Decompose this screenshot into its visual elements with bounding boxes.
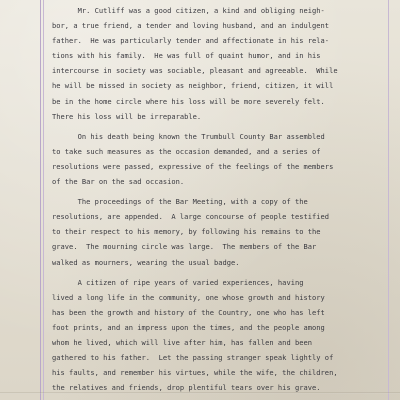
text-line: father. He was particularly tender and affectionate in his rela- xyxy=(52,36,330,46)
paragraph-2 xyxy=(52,129,380,189)
text-line: intercourse in society was sociable, pleasant and agreeable. While xyxy=(52,66,338,76)
text-line: be in the home circle where his loss will be more severely felt. xyxy=(52,96,325,106)
text-line: the relatives and friends, drop plentiful tears over his grave. xyxy=(52,383,321,393)
text-line: he will be missed in society as neighbor, friend, citizen, it will xyxy=(52,81,334,91)
document-text xyxy=(52,3,380,395)
text-line: to their respect to his memory, by following his remains to the xyxy=(52,227,321,237)
paragraph-4 xyxy=(52,275,380,396)
text-line: bor, a true friend, a tender and loving husband, and an indulgent xyxy=(52,21,330,31)
text-line: his faults, and remember his virtues, while the wife, the children, xyxy=(52,368,338,378)
text-line: resolutions were passed, expressive of the feelings of the members xyxy=(52,161,334,171)
text-line: A citizen of ripe years of varied experiences, having xyxy=(52,277,304,287)
text-line: The proceedings of the Bar Meeting, with a copy of the xyxy=(52,197,308,207)
margin-line-left xyxy=(40,0,41,400)
text-line: has been the growth and history of the Country, one who has left xyxy=(52,307,325,317)
text-line: whom he lived, which will live after him, has fallen and been xyxy=(52,337,313,347)
text-line: Mr. Cutliff was a good citizen, a kind and obliging neigh- xyxy=(52,6,325,15)
text-line: grave. The mourning circle was large. The members of the Bar xyxy=(52,242,317,252)
text-line: of the Bar on the sad occasion. xyxy=(52,177,185,187)
text-line: foot prints, and an impress upon the times, and the people among xyxy=(52,322,325,332)
text-line: On his death being known the Trumbull County Bar assembled xyxy=(52,131,325,141)
text-line: to take such measures as the occasion demanded, and a series of xyxy=(52,146,321,156)
text-line: gathered to his father. Let the passing stranger speak lightly of xyxy=(52,353,334,363)
text-line: walked as mourners, wearing the usual badge. xyxy=(52,257,240,267)
margin-line-right xyxy=(388,0,389,400)
text-line: There his loss will be irreparable. xyxy=(52,111,202,121)
text-line: tions with his family. He was full of quaint humor, and in his xyxy=(52,51,321,61)
margin-line-left-inner xyxy=(43,0,44,400)
paragraph-1 xyxy=(52,3,380,124)
text-line: resolutions, are appended. A large concourse of people testified xyxy=(52,212,330,222)
paragraph-3 xyxy=(52,194,380,269)
text-line: lived a long life in the community, one whose growth and history xyxy=(52,292,325,302)
